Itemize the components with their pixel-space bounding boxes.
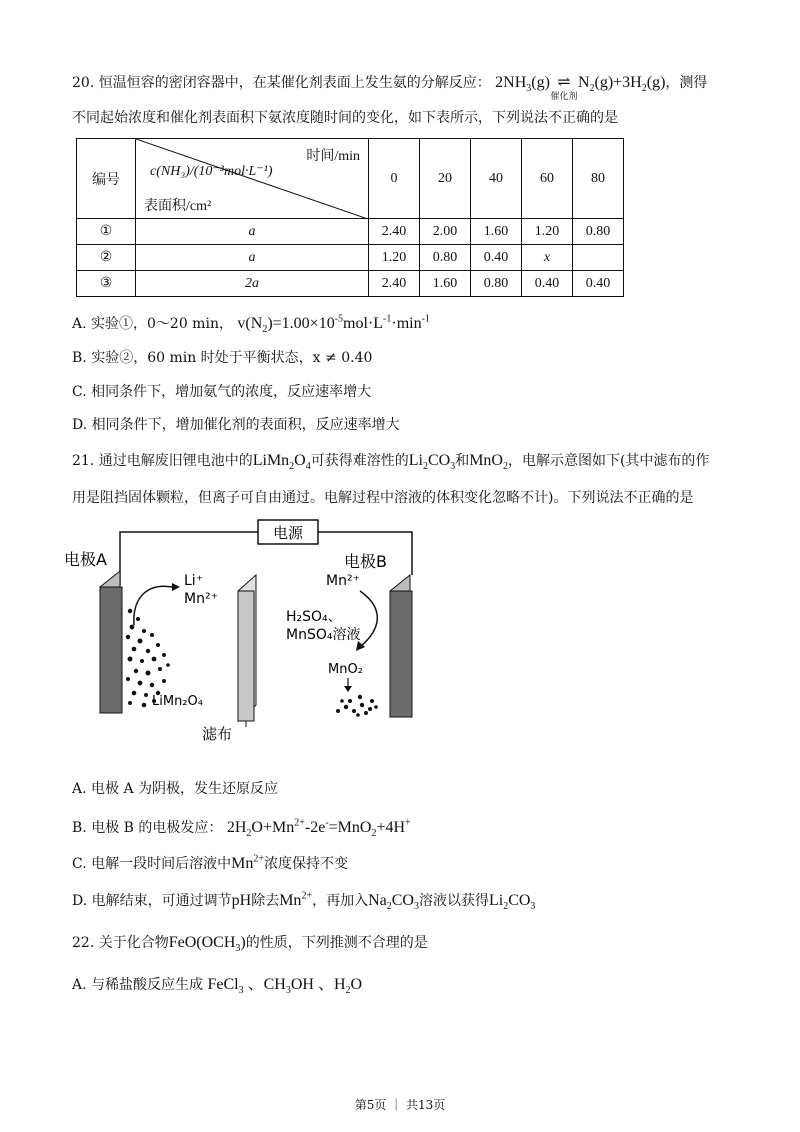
solution-label-1: H₂SO₄、 — [286, 609, 342, 625]
rate-expression: $v(N_2)=1.00\times 10^{-5}mol\cdot L^{-1}\cdot\min^{-1}$ — [237, 313, 430, 336]
option-text: 电解结束，可通过调节 — [91, 893, 232, 909]
q20-stem-line2: 不同起始浓度和催化剂表面积下氨浓度随时间的变化，如下表所示，下列说法不正确的是 — [72, 110, 618, 126]
time-header: 60 — [522, 139, 573, 219]
page-footer: 第5页 ｜ 共13页 — [354, 1098, 446, 1112]
electrode-b-label: 电极B — [344, 552, 387, 571]
q21-number: 21. — [72, 453, 95, 469]
time-header: 0 — [369, 139, 420, 219]
q21-option-b — [72, 818, 411, 838]
concentration-cell: 1.60 — [420, 271, 471, 297]
option-text: 浓度保持不变 — [264, 856, 348, 872]
option-letter: B. — [72, 820, 87, 836]
mno2-precipitate — [336, 695, 378, 717]
limn2o4-label: LiMn₂O₄ — [152, 694, 203, 709]
feo-och3-formula: $FeO(OCH_3)$ — [168, 934, 246, 955]
q21-stem-text: 可获得难溶性的 — [310, 453, 409, 469]
ph-term: pH — [231, 892, 252, 909]
electrode-a — [100, 587, 122, 713]
table-row — [77, 219, 624, 245]
concentration-cell: x — [522, 245, 573, 271]
limn2o4-formula: $LiMn_2O_4$ — [252, 452, 311, 473]
mno2-formula: MnO$_2$ — [469, 452, 508, 473]
concentration-cell: 0.80 — [420, 245, 471, 271]
manganese-ion-label-a: Mn²⁺ — [184, 591, 218, 607]
option-text: 0～20 min， — [147, 316, 233, 332]
option-letter: A. — [72, 316, 87, 332]
option-text: ，再加入 — [312, 893, 369, 909]
option-letter: B. — [72, 350, 87, 366]
mn-ion-formula: $Mn^{2+}$ — [279, 890, 313, 909]
time-header: 80 — [573, 139, 624, 219]
products-formula: FeCl$_3$ 、$CH_3OH$ 、$H_2O$ — [207, 976, 363, 997]
option-letter: C. — [72, 856, 87, 872]
header-concentration-label: c(NH₃)/(10⁻³mol·L⁻¹) — [150, 164, 273, 179]
q20-reaction-equation: $2NH_3(g)$ ⇌ 催化剂 $N_2(g)+3H_2(g)$ — [495, 74, 665, 91]
concentration-cell: 2.40 — [369, 219, 420, 245]
solution-label-2: MnSO₄溶液 — [286, 627, 361, 643]
diagonal-header-cell — [136, 139, 369, 219]
q20-option-a — [72, 314, 430, 334]
header-time-label: 时间/min — [306, 149, 360, 164]
li2co3-formula: $Li_2CO_3$ — [488, 892, 536, 913]
option-letter: D. — [72, 893, 88, 909]
header-area-label: 表面积/cm² — [144, 199, 212, 214]
concentration-cell: 1.20 — [522, 219, 573, 245]
q21-option-c — [72, 854, 348, 874]
concentration-cell: 0.40 — [522, 271, 573, 297]
q21-stem-line2: 用是阻挡固体颗粒，但离子可自由通过。电解过程中溶液的体积变化忽略不计)。下列说法不正确的是 — [72, 490, 694, 506]
catalyst-label: 催化剂 — [550, 92, 578, 102]
option-letter: D. — [72, 417, 88, 433]
q20-option-d — [72, 415, 400, 435]
mn-oxidation-arrow — [360, 591, 377, 647]
q20-stem-line1 — [72, 73, 732, 102]
option-letter: A. — [72, 977, 87, 993]
electrode-b — [390, 591, 412, 717]
q21-option-d — [72, 891, 535, 911]
concentration-cell: 2.40 — [369, 271, 420, 297]
q20-option-c — [72, 382, 371, 402]
option-text: 实验②，60 min 时处于平衡状态，x ≠ 0.40 — [91, 350, 373, 366]
row-area: 2a — [136, 271, 369, 297]
q21-stem-text: ，电解示意图如下(其中滤布的作 — [507, 453, 710, 469]
concentration-cell: 0.80 — [471, 271, 522, 297]
q21-option-a — [72, 779, 278, 799]
option-text: 相同条件下，增加催化剂的表面积，反应速率增大 — [91, 417, 400, 433]
option-letter: A. — [72, 781, 87, 797]
row-number: ② — [77, 245, 136, 271]
q21-stem-line1 — [72, 451, 732, 471]
option-text: 与稀盐酸反应生成 — [91, 977, 204, 993]
q22-stem-text: 关于化合物 — [98, 935, 169, 951]
electrode-a-label: 电极A — [64, 550, 107, 569]
li2co3-formula: $Li_2CO_3$ — [408, 452, 456, 473]
option-text: 实验①， — [91, 316, 148, 332]
q22-number: 22. — [72, 935, 95, 951]
q22-stem-text: 的性质，下列推测不合理的是 — [245, 935, 428, 951]
concentration-cell: 2.00 — [420, 219, 471, 245]
row-number: ① — [77, 219, 136, 245]
electrolysis-diagram — [60, 515, 500, 745]
na2co3-formula: $Na_2CO_3$ — [368, 892, 419, 913]
option-text: 电极 A 为阴极，发生还原反应 — [91, 781, 279, 797]
manganese-ion-label-b: Mn²⁺ — [326, 573, 360, 589]
q20-stem-after: ，测得 — [665, 75, 708, 91]
q22-stem — [72, 933, 732, 953]
concentration-cell: 0.80 — [573, 219, 624, 245]
option-text: 溶液以获得 — [418, 893, 489, 909]
option-text: 相同条件下，增加氨气的浓度，反应速率增大 — [91, 384, 372, 400]
concentration-cell: 0.40 — [573, 271, 624, 297]
limn2o4-particles — [126, 609, 170, 708]
q20-number: 20. — [72, 75, 95, 91]
mno2-label: MnO₂ — [328, 662, 363, 677]
option-text: 除去 — [251, 893, 280, 909]
row-area: a — [136, 219, 369, 245]
mn-ion-formula: $Mn^{2+}$ — [231, 853, 264, 872]
concentration-cell: 1.60 — [471, 219, 522, 245]
q22-option-a — [72, 975, 362, 995]
col-header-number: 编号 — [77, 139, 136, 219]
table-row — [77, 271, 624, 297]
concentration-cell — [573, 245, 624, 271]
q20-stem-text: 恒温恒容的密闭容器中，在某催化剂表面上发生氨的分解反应： — [98, 75, 491, 91]
concentration-cell: 0.40 — [471, 245, 522, 271]
filter-cloth-label: 滤布 — [202, 725, 233, 743]
concentration-cell: 1.20 — [369, 245, 420, 271]
lithium-ion-label: Li⁺ — [184, 573, 204, 589]
option-letter: C. — [72, 384, 87, 400]
row-area: a — [136, 245, 369, 271]
q20-option-b — [72, 348, 372, 368]
power-source-label: 电源 — [272, 524, 304, 542]
option-text: 电解一段时间后溶液中 — [91, 856, 232, 872]
table-row — [77, 245, 624, 271]
filter-cloth — [238, 591, 254, 721]
time-header: 40 — [471, 139, 522, 219]
q21-stem-text: 和 — [455, 453, 470, 469]
row-number: ③ — [77, 271, 136, 297]
time-header: 20 — [420, 139, 471, 219]
ammonia-data-table — [76, 138, 624, 297]
q21-stem-text: 通过电解废旧锂电池中的 — [98, 453, 253, 469]
option-text: 电极 B 的电极发应： — [91, 820, 223, 836]
electrode-b-equation: $2H_2O+Mn^{2+}-2e^-=MnO_2+4H^+$ — [226, 817, 411, 840]
